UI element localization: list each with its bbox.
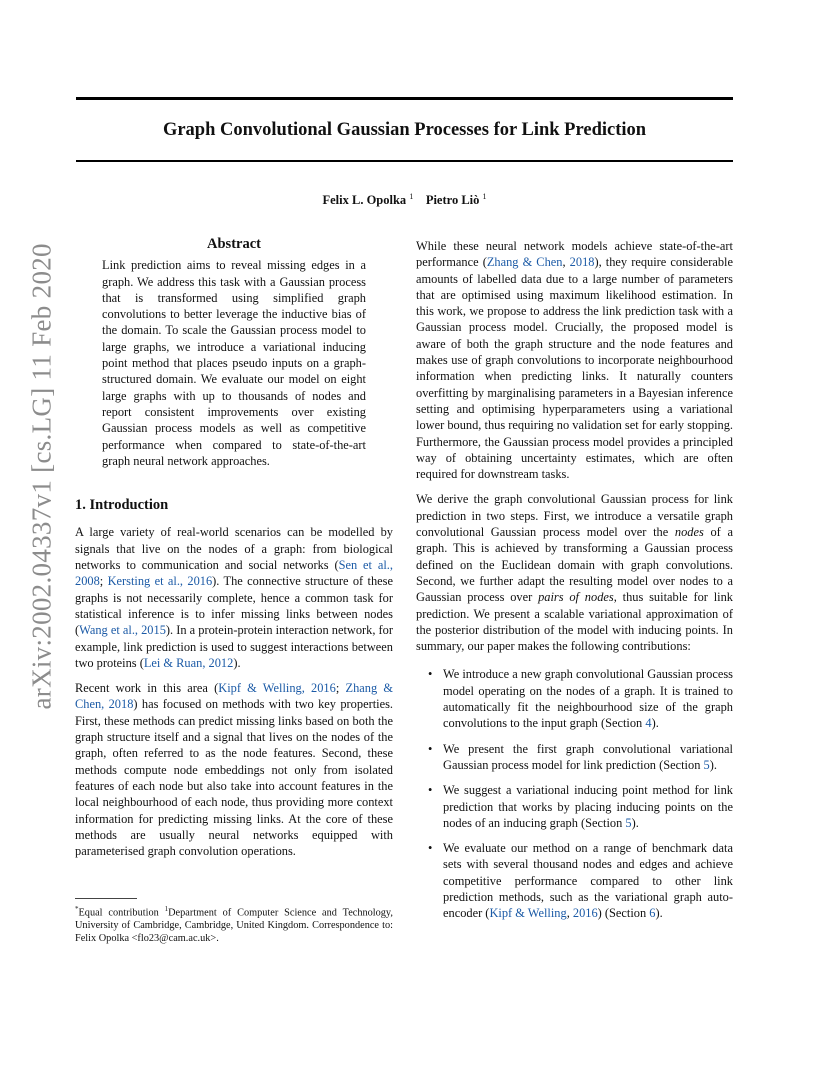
citation-link[interactable]: Kersting et al., 2016	[107, 574, 213, 589]
footnote-mark: 1	[164, 905, 169, 913]
citation-link[interactable]: 2016	[572, 906, 598, 921]
citation-link[interactable]: Kipf & Welling	[489, 906, 567, 921]
citation-link[interactable]: Kipf & Welling, 2016	[218, 681, 336, 696]
top-rule	[76, 97, 733, 100]
paragraph: We derive the graph convolutional Gaussian process for link prediction in two steps. First, we introduce a versatile graph convolutional Gaussian process model over the nodes of a graph. This is achieved by transforming a Gaussian process defined on the Euclidean domain with graph convolutions. Second, we further adapt the resulting model over nodes to a Gaussian process over pairs of nodes, thus suitable for link prediction. We present a scalable variational approximation of the posterior distribution of the model with inducing points. In summary, our paper makes the following contributions:	[416, 492, 733, 654]
arxiv-stamp: arXiv:2002.04337v1 [cs.LG] 11 Feb 2020	[26, 243, 57, 710]
contribution-list	[416, 666, 733, 921]
citation-link[interactable]: Lei & Ruan, 2012	[143, 655, 234, 670]
citation-link[interactable]: 2018	[569, 255, 595, 270]
left-column	[75, 236, 393, 868]
abstract-text: Link prediction aims to reveal missing edges in a graph. We address this task with a Gaussian process that is transformed using simplified graph convolutions to better leverage the inductive bias of the domain. To scale the Gaussian process model to large graphs, we introduce a variational inducing point method that places pseudo inputs on a graph-structured domain. We evaluate our model on eight large graphs with up to thousands of nodes and report consistent improvements over existing Gaussian process models as well as competitive performance when compared to state-of-the-art graph neural network approaches.	[102, 258, 366, 468]
footnote-mark: *	[75, 905, 79, 913]
right-column	[416, 238, 733, 931]
title-bottom-rule	[76, 160, 733, 162]
footnote: *Equal contribution $^1$Department of Computer Science and Technology, University of Cambridge, Cambridge, United Kingdom. Correspondence to: Felix Opolka <flo23@cam.ac.uk>.	[75, 905, 393, 945]
author-name: Pietro Liò	[425, 193, 480, 208]
section-heading: 1. Introduction	[75, 497, 169, 514]
contribution-item: • We introduce a new graph convolutional Gaussian process model operating on the nodes of a graph. It is trained to automatically fit the neighbourhood size of the graph convolutions to the input graph (Section 4).	[443, 666, 733, 731]
citation-link[interactable]: Zhang & Chen	[486, 255, 563, 270]
affiliation-mark: 1	[409, 192, 414, 201]
abstract-heading: Abstract	[207, 236, 261, 252]
paragraph: Recent work in this area (Kipf & Welling, 2016; Zhang & Chen, 2018) has focused on methods with two key properties. First, these methods can predict missing links based on both the graph structure itself and a signal that lives on the nodes of the graph, often referred to as the node features. Second, these methods compute node embeddings not only from isolated features of each node but also take into account features in the local neighbourhood of each node, thus providing more context information for predicting missing links. At the core of these methods are usually neural networks equipped with parameterised graph convolution operations.	[75, 681, 394, 859]
affiliation-mark: 1	[482, 192, 487, 201]
contribution-item: • We suggest a variational inducing point method for link prediction that works by placing inducing points on the nodes of an inducing graph (Section 5).	[443, 782, 733, 831]
emphasis: nodes	[674, 525, 704, 540]
emphasis: pairs of nodes	[538, 590, 614, 605]
author-name: Felix L. Opolka	[322, 193, 407, 208]
citation-link[interactable]: 5	[625, 815, 632, 830]
citation-link[interactable]: 4	[645, 716, 652, 731]
paragraph: While these neural network models achieve state-of-the-art performance (Zhang & Chen, 2018), they require considerable amounts of labelled data due to a large number of parameters that are optimised using maximum likelihood estimation. In this work, we propose to address the link prediction task with a Gaussian process model. Crucially, the proposed model is aware of both the graph structure and the node features and makes use of graph convolutions to incorporate neighbourhood information when predicting links. It naturally counters overfitting by marginalising parameters in a Bayesian inference setting and optimising hyperparameters using a variational lower bound, thus requiring no validation set for early stopping. Furthermore, the Gaussian process model provides a principled way of obtaining uncertainty estimates, which are often required for downstream tasks.	[416, 239, 733, 482]
author-list	[76, 192, 733, 208]
paragraph: A large variety of real-world scenarios can be modelled by signals that live on the nodes of a graph: from biological networks to communication and social networks (Sen et al., 2008; Kersting et al., 2016). The connective structure of these graphs is not necessarily complete, hence a common task for statistical inference is to infer missing links between nodes (Wang et al., 2015). In a protein-protein interaction network, for example, link prediction is used to suggest interactions between two proteins (Lei & Ruan, 2012).	[75, 525, 393, 670]
contribution-item: • We evaluate our method on a range of benchmark data sets with several thousand nodes and edges and achieve competitive performance compared to other link prediction methods, such as the variational graph auto-encoder (Kipf & Welling, 2016) (Section 6).	[443, 840, 733, 921]
citation-link[interactable]: Zhang & Chen, 2018	[75, 681, 394, 712]
contribution-item: • We present the first graph convolutional variational Gaussian process model for link prediction (Section 5).	[443, 741, 733, 774]
paper-title: Graph Convolutional Gaussian Processes for Link Prediction	[162, 120, 647, 140]
citation-link[interactable]: Wang et al., 2015	[79, 623, 166, 638]
footnote-rule	[75, 898, 137, 899]
citation-link[interactable]: Sen et al., 2008	[75, 558, 393, 589]
citation-link[interactable]: 5	[703, 757, 710, 772]
citation-link[interactable]: 6	[649, 906, 656, 921]
